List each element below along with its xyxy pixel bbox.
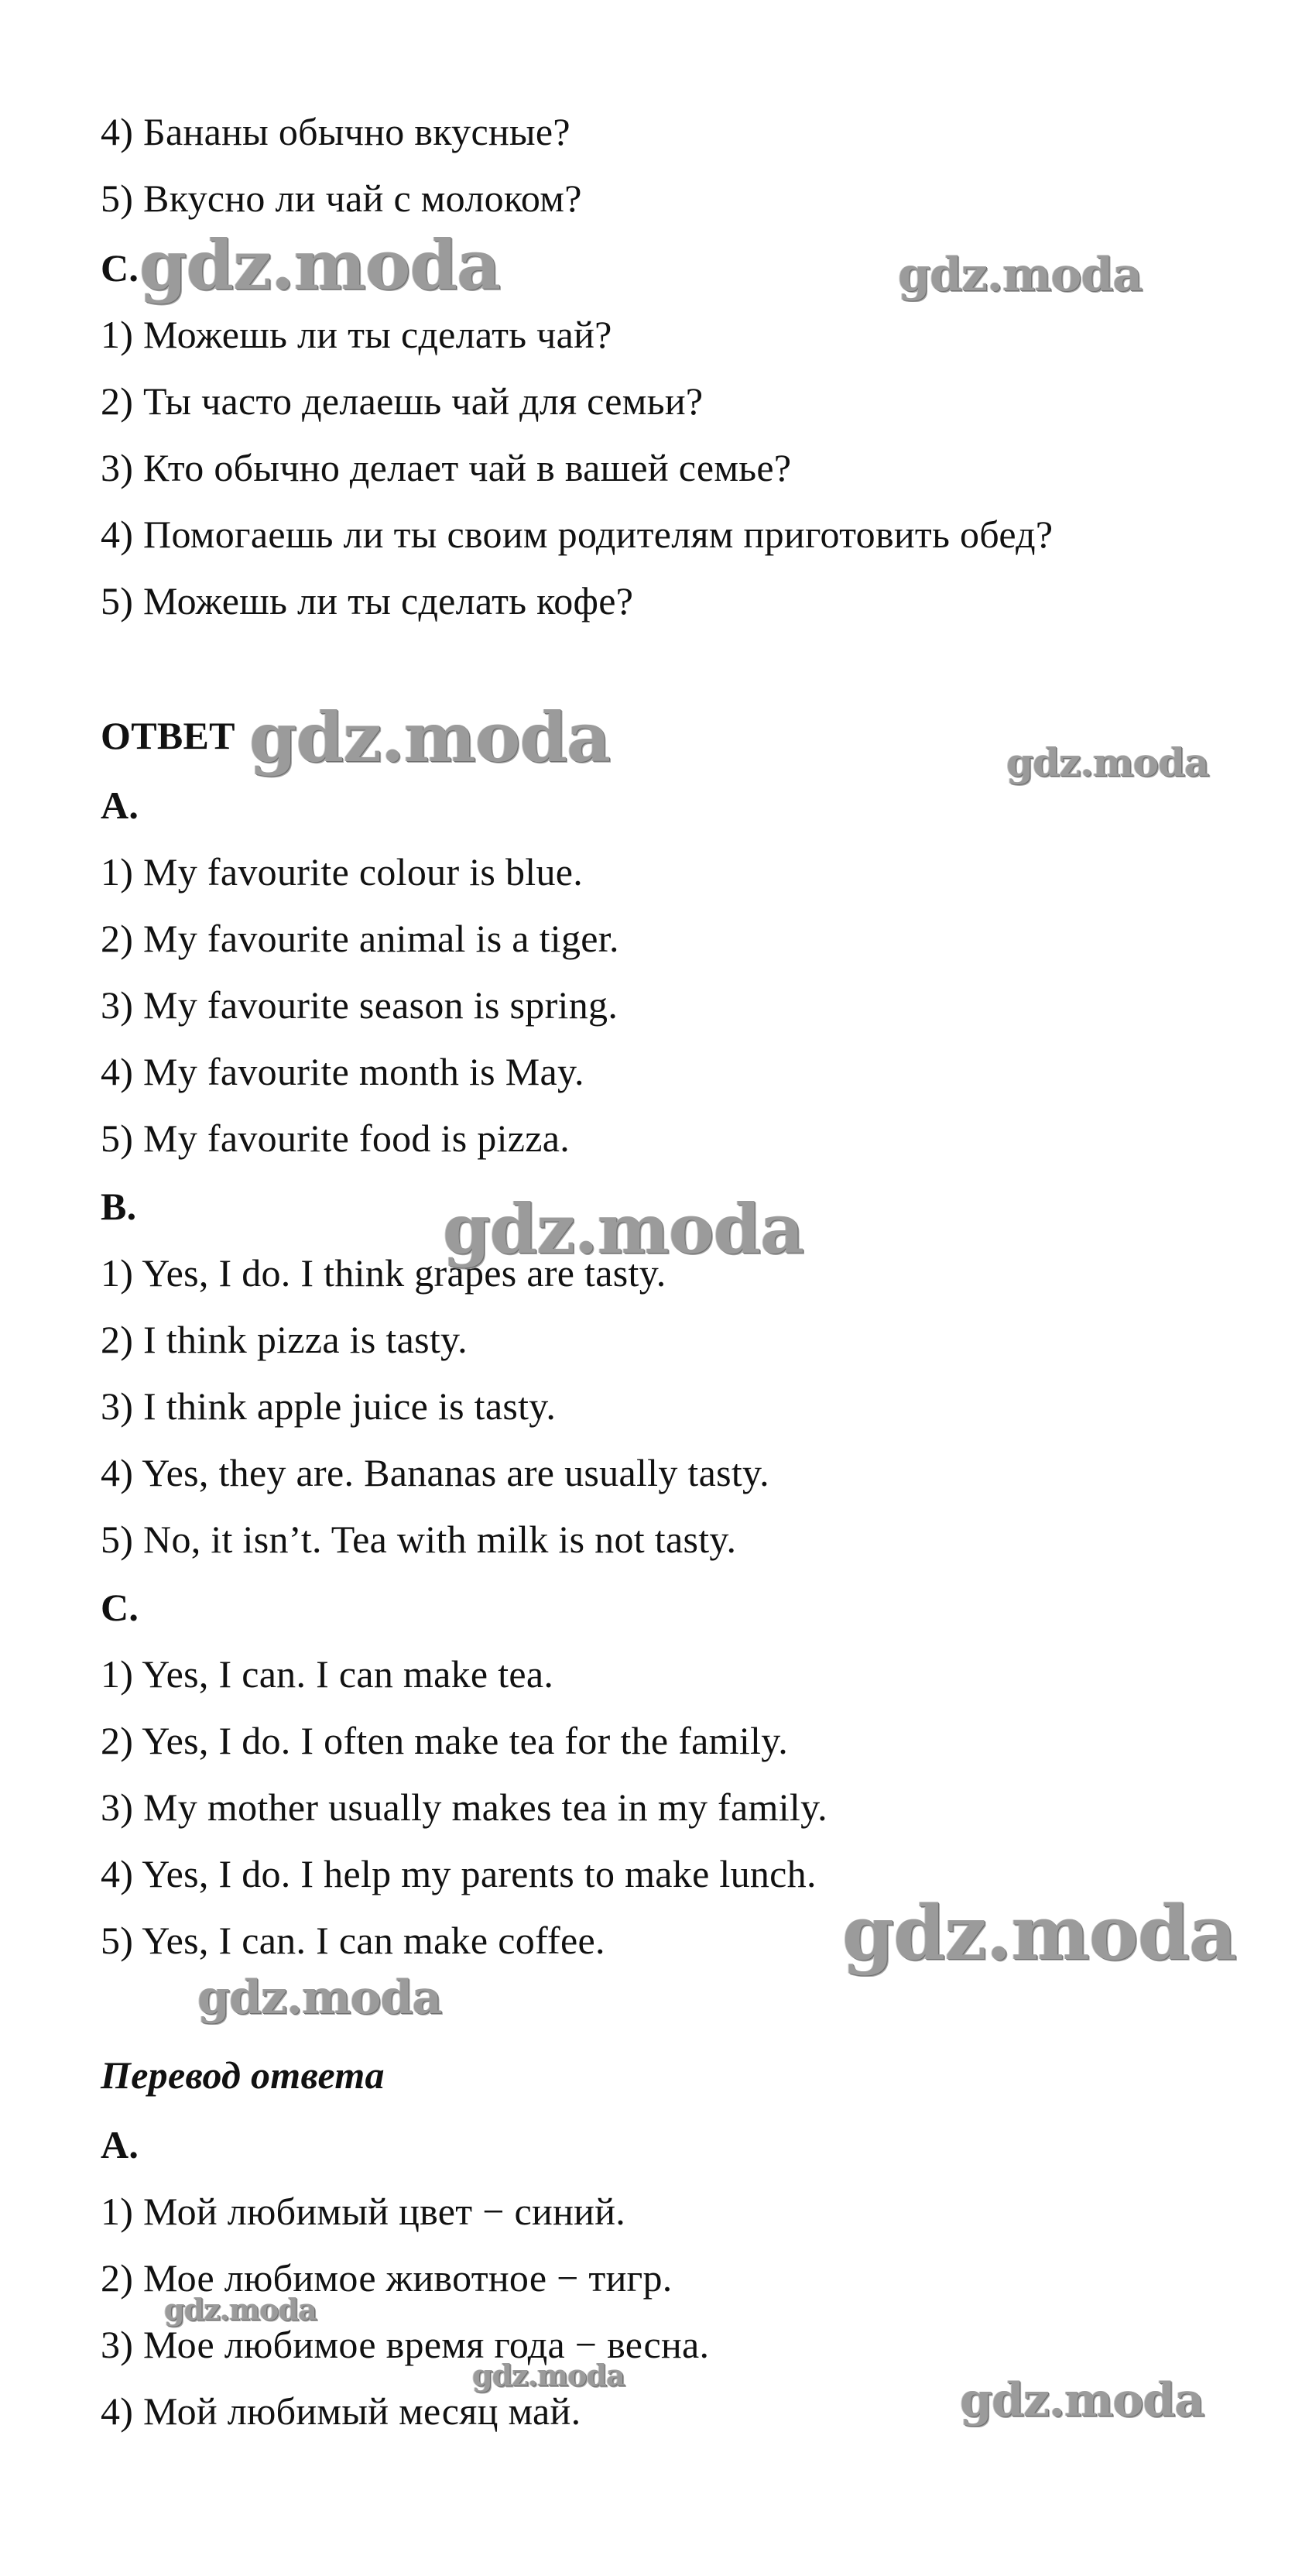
watermark: gdz.moda [443,1189,804,1269]
question-line: 4) Помогаешь ли ты своим родителям приготовить обед? [101,513,1054,556]
watermark: gdz.moda [960,2373,1204,2427]
watermark: gdz.moda [1006,739,1209,785]
watermark: gdz.moda [249,697,611,777]
watermark: gdz.moda [472,2358,625,2392]
translation-a-label: A. [101,2123,139,2166]
answer-c-label: C. [101,1586,139,1629]
answer-line: 1) My favourite colour is blue. [101,850,584,894]
translation-line: 3) Мое любимое время года − весна. [101,2323,710,2366]
answer-line: 3) My favourite season is spring. [101,983,618,1027]
question-line: 5) Вкусно ли чай с молоком? [101,177,582,220]
answer-line: 5) No, it isn’t. Tea with milk is not tasty. [101,1518,737,1561]
watermark: gdz.moda [164,2292,317,2327]
question-line: 2) Ты часто делаешь чай для семьи? [101,379,704,423]
answer-line: 4) My favourite month is May. [101,1050,584,1093]
answer-line: 5) Yes, I can. I can make coffee. [101,1919,605,1962]
watermark: gdz.moda [842,1889,1237,1977]
answer-line: 1) Yes, I can. I can make tea. [101,1652,554,1696]
answer-a-label: A. [101,784,139,827]
watermark: gdz.moda [898,248,1143,302]
question-line: 3) Кто обычно делает чай в вашей семье? [101,446,792,489]
answer-line: 2) My favourite animal is a tiger. [101,917,619,960]
answer-line: 1) Yes, I do. I think grapes are tasty. [101,1251,666,1295]
translation-line: 4) Мой любимый месяц май. [101,2389,581,2433]
question-line: 5) Можешь ли ты сделать кофе? [101,579,634,623]
answer-b-label: B. [101,1185,137,1228]
question-line: 1) Можешь ли ты сделать чай? [101,313,612,356]
translation-heading: Перевод ответа [101,2053,385,2097]
translation-line: 1) Мой любимый цвет − синий. [101,2190,626,2233]
answer-line: 5) My favourite food is pizza. [101,1116,570,1160]
watermark: gdz.moda [139,225,501,305]
answer-line: 4) Yes, they are. Bananas are usually tasty. [101,1451,769,1494]
translation-line: 2) Мое любимое животное − тигр. [101,2256,673,2300]
answer-line: 3) My mother usually makes tea in my family. [101,1785,827,1829]
answer-line: 2) I think pizza is tasty. [101,1318,468,1361]
question-line: 4) Бананы обычно вкусные? [101,110,570,153]
answer-heading: ОТВЕТ [101,714,235,757]
section-c-label: С. [101,246,139,290]
answer-line: 2) Yes, I do. I often make tea for the family. [101,1719,789,1762]
answer-line: 4) Yes, I do. I help my parents to make lunch. [101,1852,817,1895]
answer-line: 3) I think apple juice is tasty. [101,1384,557,1428]
watermark: gdz.moda [197,1971,442,2025]
